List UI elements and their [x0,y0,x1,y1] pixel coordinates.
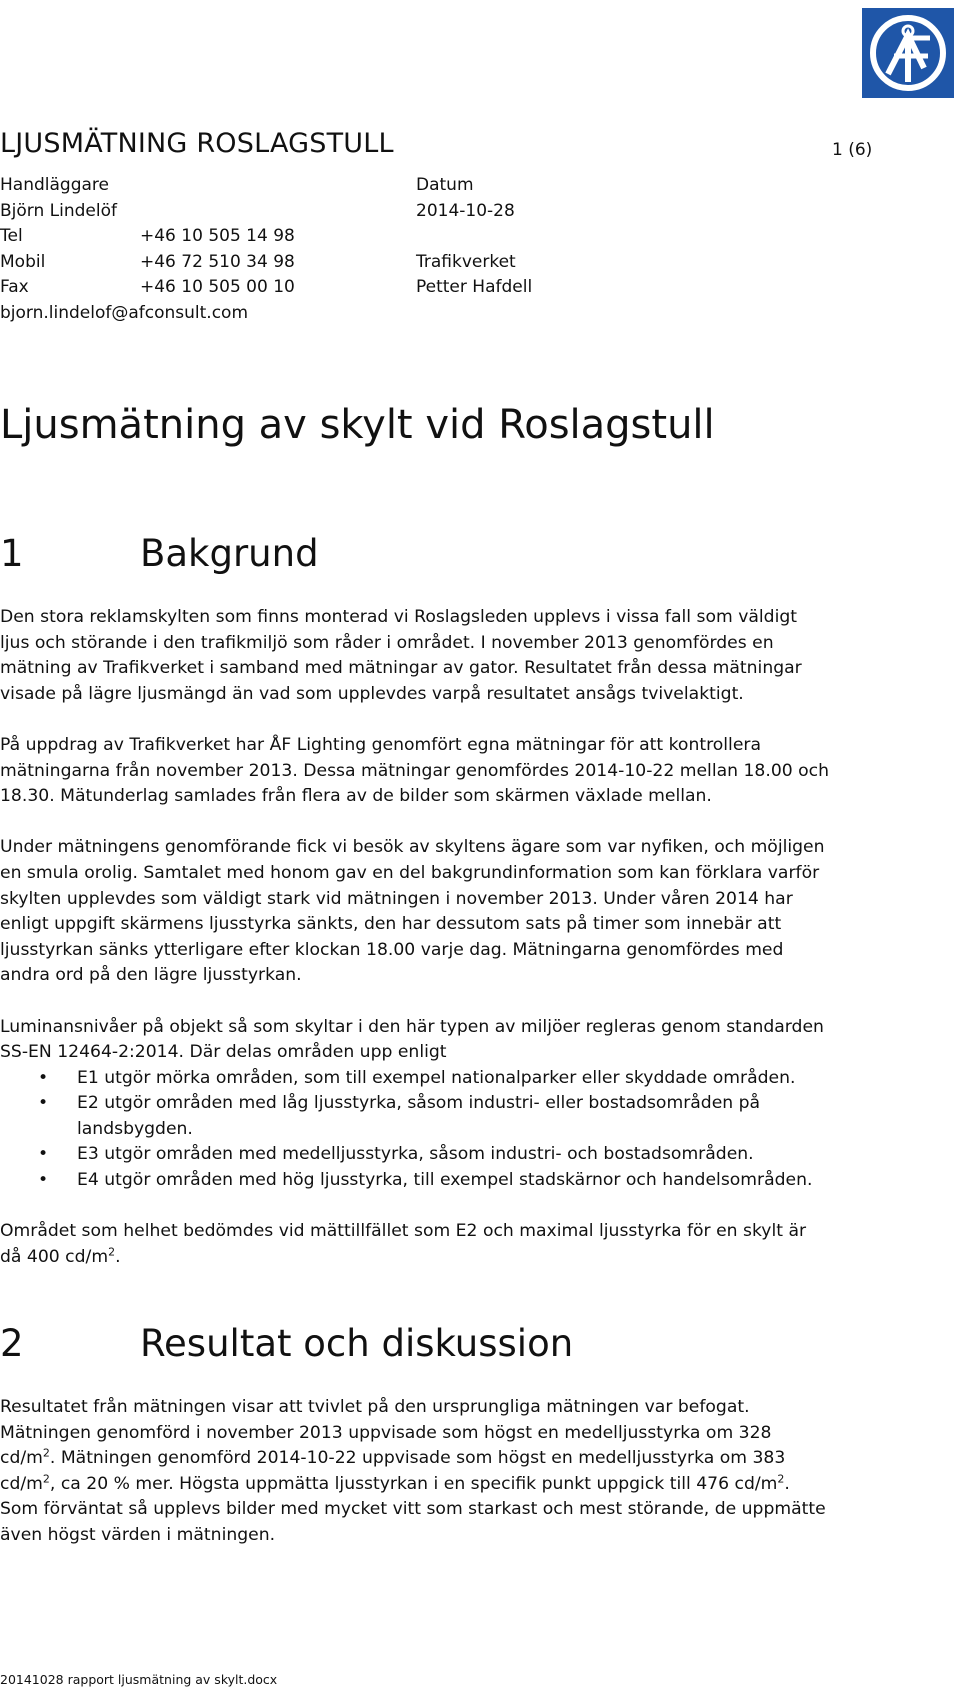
sender-row [0,224,400,250]
superscript: 2 [42,1472,50,1486]
fax-value: +46 10 505 00 10 [140,277,295,298]
tel-value: +46 10 505 14 98 [140,226,295,247]
section-heading-1 [0,532,319,575]
list-item [0,1142,830,1168]
bullet-icon: • [38,1170,49,1191]
date-value: 2014-10-28 [416,200,515,221]
superscript: 2 [108,1245,116,1259]
section-heading-2 [0,1322,573,1365]
spacer [416,224,716,250]
paragraph: Den stora reklamskylten som finns monterad vi Roslagsleden upplevs i vissa fall som väldigt ljus och störande i den trafikmiljö som råder i området. I november 2013 genomfördes en mätning av Trafikverket i samband med mätningar av gator. Resultatet från dessa mätningar visade på lägre ljusmängd än vad som upplevdes varpå resultatet ansågs tvivelaktigt. [0,607,802,704]
recipient-info [416,173,716,301]
section-1-body [0,605,830,1270]
paragraph [0,1219,830,1270]
mobile-value: +46 72 510 34 98 [140,251,295,272]
sender-row [0,250,400,276]
handler-name: Björn Lindelöf [0,200,117,221]
paragraph-text: . Som förväntat så upplevs bilder med mycket vitt som starkast och mest störande, de uppmätte även högst värden i mätningen. [0,1473,826,1545]
paragraph-text: . [115,1246,121,1267]
page-number: 1 (6) [832,140,873,160]
recipient-org: Trafikverket [416,251,516,272]
list-item-text: E1 utgör mörka områden, som till exempel nationalparker eller skyddade områden. [77,1067,796,1088]
bullet-list [0,1066,830,1194]
paragraph: Under mätningens genomförande fick vi besök av skyltens ägare som var nyfiken, och möjligen en smula orolig. Samtalet med honom gav en del bakgrundinformation som kan förklara varför skylten upplevdes som väldigt stark vid mätningen i november 2013. Under våren 2014 har enligt uppgift skärmens ljusstyrka sänkts, den har dessutom sats på timer som innebär att ljusstyrkan sänks ytterligare efter klockan 18.00 varje dag. Mätningarna genomfördes med andra ord på den lägre ljusstyrkan. [0,837,825,986]
paragraph: På uppdrag av Trafikverket har ÅF Lighting genomfört egna mätningar för att kontrollera mätningarna från november 2013. Dessa mätningar genomfördes 2014-10-22 mellan 18.00 och 18.30. Mätunderlag samlades från flera av de bilder som skärmen växlade mellan. [0,734,830,807]
list-item-text: E4 utgör områden med hög ljusstyrka, till exempel stadskärnor och handelsområden. [77,1170,813,1191]
paragraph-text: Området som helhet bedömdes vid mättillfället som E2 och maximal ljusstyrka för en skylt är då 400 cd/m [0,1221,807,1267]
section-title: Resultat och diskussion [140,1322,574,1365]
section-number: 1 [0,532,24,575]
list-item [0,1091,830,1142]
mobile-label: Mobil [0,251,46,272]
sender-row [0,275,400,301]
paragraph-text: Resultatet från mätningen visar att tvivlet på den ursprungliga mätningen var befogat. Mätningen genomförd i november 2013 uppvisade som högst en medelljusstyrka om 328 cd/m [0,1397,772,1469]
section-2-body [0,1395,830,1549]
paragraph: Luminansnivåer på objekt så som skyltar i den här typen av miljöer regleras genom standarden SS-EN 12464-2:2014. Där delas områden upp enligt [0,1016,824,1063]
paragraph-text: . Mätningen genomförd 2014-10-22 uppvisade som högst en medelljusstyrka om 383 cd/m [0,1448,786,1494]
fax-label: Fax [0,277,29,298]
sender-row [0,199,400,225]
paragraph [0,1395,830,1549]
superscript: 2 [42,1446,50,1460]
bullet-icon: • [38,1093,49,1114]
recipient-name: Petter Hafdell [416,277,533,298]
email: bjorn.lindelof@afconsult.com [0,302,249,323]
af-logo [862,8,954,98]
handler-label: Handläggare [0,175,109,195]
list-item [0,1168,830,1194]
section-number: 2 [0,1322,24,1365]
af-logo-mark [862,8,954,98]
tel-label: Tel [0,226,23,247]
superscript: 2 [777,1472,785,1486]
list-item-text: E3 utgör områden med medelljusstyrka, såsom industri- och bostadsområden. [77,1144,754,1165]
bullet-icon: • [38,1067,49,1088]
sender-info [0,173,400,327]
footer-filename: 20141028 rapport ljusmätning av skylt.docx [0,1672,278,1687]
list-item-text: E2 utgör områden med låg ljusstyrka, såsom industri- eller bostadsområden på landsbygden. [77,1093,761,1139]
document-title: LJUSMÄTNING ROSLAGSTULL [0,128,394,159]
section-title: Bakgrund [140,532,319,575]
main-title: Ljusmätning av skylt vid Roslagstull [0,402,715,448]
list-item [0,1066,830,1092]
sender-row [0,173,400,199]
date-label: Datum [416,175,474,195]
sender-row [0,301,400,327]
bullet-icon: • [38,1144,49,1165]
paragraph-text: , ca 20 % mer. Högsta uppmätta ljusstyrkan i en specifik punkt uppgick till 476 cd/m [49,1473,778,1494]
